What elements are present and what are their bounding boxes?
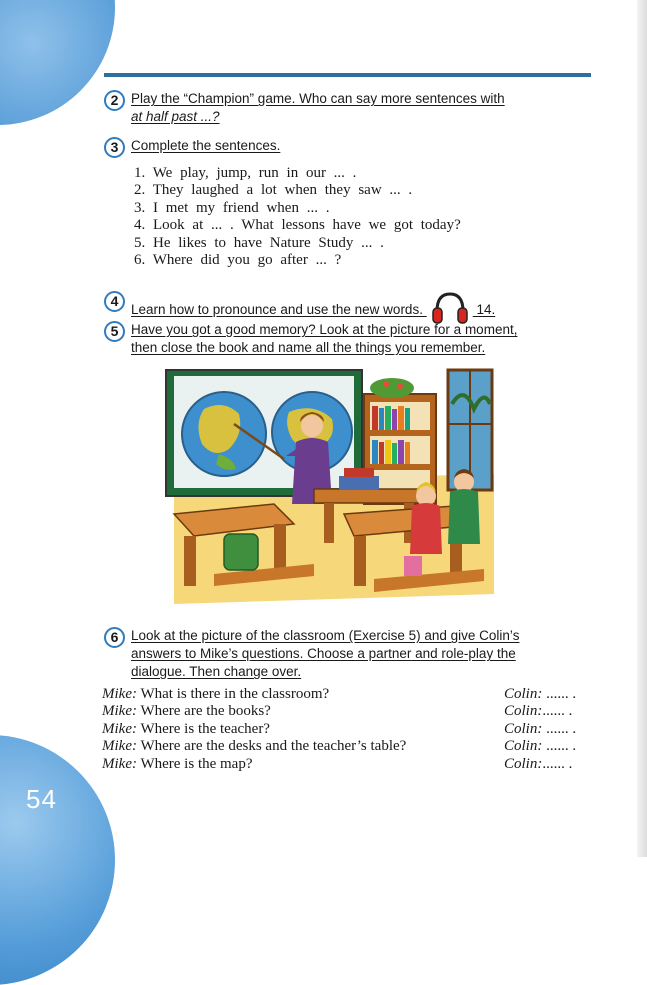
speaker-mike: Mike:	[102, 703, 137, 720]
sentence-item: 1. We play, jump, run in our ... .	[134, 165, 357, 181]
speaker-colin: Colin:	[504, 703, 543, 720]
exercise-6-line-1: Look at the picture of the classroom (Exercise 5) and give Colin’s	[131, 628, 520, 643]
speaker-colin: Colin:	[504, 738, 543, 755]
speaker-colin: Colin:	[504, 686, 543, 702]
dialogue-row	[102, 738, 592, 755]
sentence-item: 6. Where did you go after ... ?	[134, 252, 342, 269]
answer-blank: ...... .	[542, 755, 573, 772]
corner-decoration-bottom	[0, 735, 115, 985]
answer-blank: ...... .	[546, 686, 577, 702]
exercise-6-line-3: dialogue. Then change over.	[131, 664, 302, 679]
exercise-6	[104, 627, 584, 681]
answer	[504, 703, 572, 720]
question: Where is the teacher?	[140, 720, 270, 737]
speaker-mike: Mike:	[102, 720, 137, 737]
exercise-2-line-2	[131, 108, 584, 126]
dialogue	[102, 686, 592, 773]
answer-blank: ...... .	[546, 738, 577, 755]
sentence-item: 3. I met my friend when ... .	[134, 199, 330, 216]
question: Where are the books?	[140, 703, 271, 720]
exercise-3	[104, 137, 584, 155]
answer-blank: ...... .	[542, 703, 573, 720]
exercise-2-line-2-text: at half past ...?	[131, 109, 220, 124]
dialogue-row	[102, 703, 592, 720]
speaker-colin: Colin:	[504, 755, 543, 772]
answer-blank: ...... .	[546, 720, 577, 737]
sentence-item: 2. They laughed a lot when they saw ... .	[134, 182, 413, 199]
answer	[504, 756, 572, 773]
exercise-2-line-1: Play the “Champion” game. Who can say more sentences with	[131, 91, 505, 106]
speaker-mike: Mike:	[102, 738, 137, 755]
exercise-2	[104, 90, 584, 126]
page-edge	[637, 0, 647, 857]
sentence-item: 5. He likes to have Nature Study ... .	[134, 234, 384, 251]
exercise-2-instruction	[131, 90, 584, 126]
exercise-5-line-1: Have you got a good memory? Look at the picture for a moment,	[131, 322, 518, 337]
classroom-illustration	[164, 364, 494, 612]
sentence-item: 4. Look at ... . What lessons have we got today?	[134, 217, 461, 234]
exercise-5	[104, 321, 584, 357]
speaker-mike: Mike:	[102, 755, 137, 772]
corner-decoration-top	[0, 0, 115, 125]
audio-track-number: 14.	[476, 302, 496, 318]
answer	[504, 738, 576, 755]
question: Where is the map?	[140, 755, 253, 772]
exercise-number-2: 2	[104, 90, 125, 111]
exercise-number-5: 5	[104, 321, 125, 342]
question: What is there in the classroom?	[140, 686, 330, 702]
page-number: 54	[26, 784, 57, 814]
dialogue-row	[102, 756, 592, 773]
exercise-number-6: 6	[104, 627, 125, 648]
exercise-5-line-2: then close the book and name all the things you remember.	[131, 340, 486, 355]
speaker-colin: Colin:	[504, 720, 543, 737]
dialogue-row	[102, 721, 592, 738]
question: Where are the desks and the teacher’s table?	[140, 738, 407, 755]
exercise-number-4: 4	[104, 291, 125, 312]
exercise-5-instruction	[131, 321, 584, 357]
answer	[504, 721, 576, 738]
answer	[504, 686, 576, 703]
exercise-6-line-2: answers to Mike’s questions. Choose a partner and role-play the	[131, 646, 516, 661]
top-rule	[104, 73, 591, 77]
exercise-6-instruction	[131, 627, 584, 681]
exercise-number-3: 3	[104, 137, 125, 158]
dialogue-row	[102, 686, 592, 703]
speaker-mike: Mike:	[102, 686, 137, 702]
sentence-list	[134, 165, 461, 269]
exercise-3-instruction: Complete the sentences.	[131, 138, 281, 153]
exercise-4-text: Learn how to pronounce and use the new words.	[131, 302, 423, 318]
